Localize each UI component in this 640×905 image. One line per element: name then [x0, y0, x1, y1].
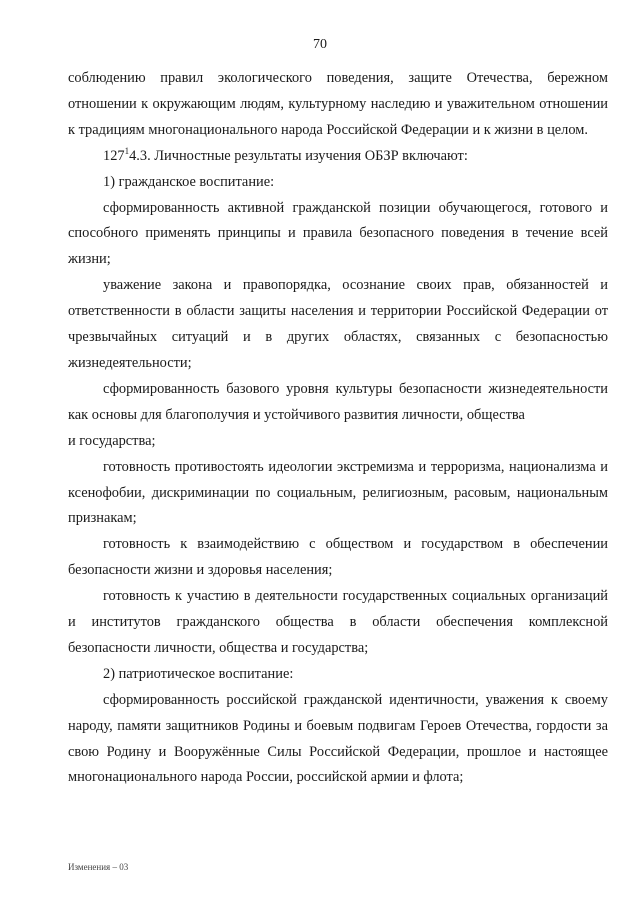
- paragraph: готовность к взаимодействию с обществом и государством в обеспечении безопасности жизни и здоровья населения;: [68, 536, 608, 579]
- document-body: [68, 66, 608, 791]
- paragraph: сформированность активной гражданской позиции обучающегося, готового и способного применять принципы и правила безопасного поведения в течение всей жизни;: [68, 199, 608, 268]
- paragraph: сформированность российской гражданской идентичности, уважения к своему народу, памяти защитников Родины и боевым подвигам Героев Отечества, гордости за свою Родину и Вооружённые Силы Российской Федерации, прошлое и настоящее многонационального народа России, российской армии и флота;: [68, 691, 608, 786]
- paragraph: уважение закона и правопорядка, осознание своих прав, обязанностей и ответственности в области защиты населения и территории Российской Федерации от чрезвычайных ситуаций и в других областях, связанных с безопасностью жизнедеятельности;: [68, 277, 608, 371]
- page-number: 70: [313, 37, 327, 52]
- section-heading-text: 4.3. Личностные результаты изучения ОБЗР включают:: [129, 147, 468, 164]
- section-superscript: 1: [124, 145, 130, 156]
- paragraph: готовность к участию в деятельности государственных социальных организаций и институтов гражданского общества в области обеспечения комплексной безопасности личности, общества и государства;: [68, 588, 608, 656]
- list-heading: 1) гражданское воспитание:: [103, 173, 275, 190]
- list-heading: 2) патриотическое воспитание:: [103, 665, 294, 682]
- paragraph: и государства;: [68, 432, 156, 449]
- paragraph: готовность противостоять идеологии экстремизма и терроризма, национализма и ксенофобии, дискриминации по социальным, религиозным, расовым, национальным признакам;: [68, 458, 608, 527]
- paragraph: соблюдению правил экологического поведения, защите Отечества, бережном отношении к окружающим людям, культурному наследию и уважительном отношении к традициям многонационального народа Российской Федерации и к жизни в целом.: [68, 70, 608, 138]
- page-footer: Изменения – 03: [68, 862, 129, 872]
- section-number: 127: [103, 147, 125, 164]
- section-heading: [68, 144, 608, 170]
- paragraph: сформированность базового уровня культуры безопасности жизнедеятельности как основы для благополучия и устойчивого развития личности, общества: [68, 380, 608, 423]
